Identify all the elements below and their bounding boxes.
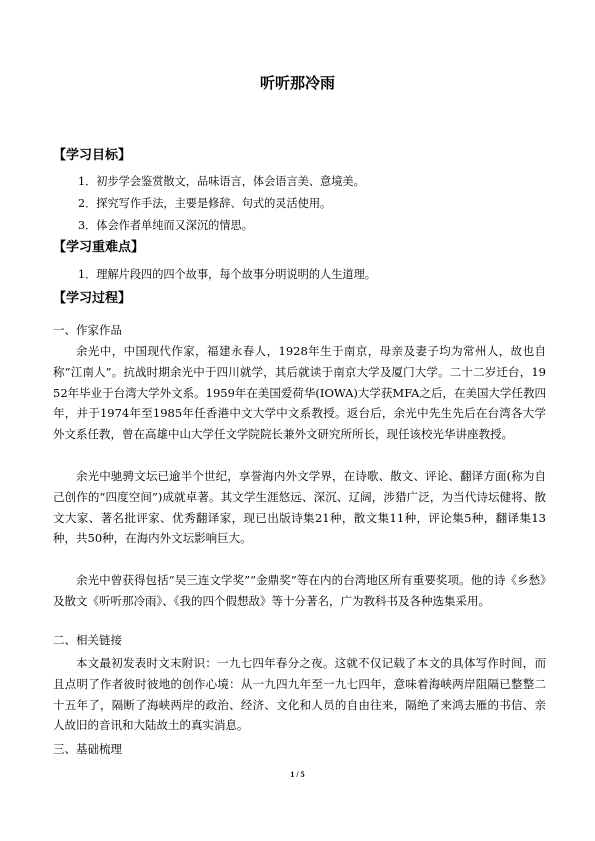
section-related-links-title: 二、相关链接	[53, 633, 122, 647]
learning-goals-heading: 【学习目标】	[53, 148, 132, 163]
key-points-heading: 【学习重难点】	[53, 240, 145, 255]
author-intro-paragraph: 余光中，中国现代作家，福建永春人，1928年生于南京，母亲及妻子均为常州人，故也自称“江南人”。抗战时期余光中于四川就学，其后就读于南京大学及厦门大学。二十二岁迁台，1952年毕业于台湾大学外文系。1959年在美国爱荷华(IOWA)大学获MFA之后，在美国大学任教四年，并于1974年至1985年任香港中文大学中文系教授。返台后，余光中先生先后在台湾各大学外文系任教，曾在高雄中山大学任文学院院长兼外文研究所所长，现任该校光华讲座教授。	[53, 344, 546, 442]
section-author-works-title: 一、作家作品	[53, 323, 122, 337]
page-number: 1 / 5	[290, 770, 305, 779]
section-basics-title: 三、基础梳理	[53, 742, 122, 756]
document-title: 听听那冷雨	[259, 74, 335, 92]
related-links-paragraph: 本文最初发表时文末附识：一九七四年春分之夜。这就不仅记载了本文的具体写作时间，而且点明了作者彼时彼地的创作心境：从一九四九年至一九七四年，意味着海峡两岸阻隔已整整二十五年了，隔断了海峡两岸的政治、经济、文化和人员的自由往来，隔绝了来鸿去雁的书信、亲人故旧的音讯和大陆故土的真实消息。	[53, 656, 546, 733]
author-achievements-paragraph: 余光中驰骋文坛已逾半个世纪，享誉海内外文学界，在诗歌、散文、评论、翻译方面(称为自己创作的“四度空间”)成就卓著。其文学生涯悠远、深沉、辽阔，涉猎广泛，为当代诗坛健将、散文大家、著名批评家、优秀翻译家，现已出版诗集21种，散文集11种，评论集5种，翻译集13种，共50种，在海内外文坛影响巨大。	[53, 469, 546, 546]
goal-item-1: 1．初步学会鉴赏散文，品味语言，体会语言美、意境美。	[78, 175, 365, 188]
learning-process-heading: 【学习过程】	[53, 291, 132, 306]
key-point-item-1: 1．理解片段四的四个故事，每个故事分明说明的人生道理。	[78, 268, 376, 281]
goal-item-3: 3．体会作者单纯而又深沉的情思。	[78, 219, 253, 232]
author-awards-paragraph: 余光中曾获得包括“吴三连文学奖”“金鼎奖”等在内的台湾地区所有重要奖项。他的诗《乡愁》及散文《听听那冷雨》、《我的四个假想敌》等十分著名，广为教科书及各种选集采用。	[53, 573, 546, 608]
goal-item-2: 2．探究写作手法，主要是修辞、句式的灵活使用。	[78, 197, 332, 210]
